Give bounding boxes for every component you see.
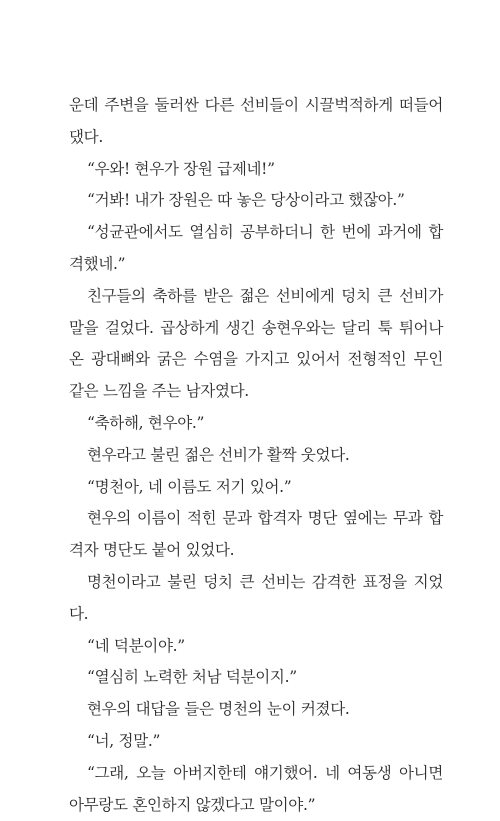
paragraph: “축하해, 현우야.”	[87, 413, 205, 432]
paragraph: “우와! 현우가 장원 급제네!”	[87, 159, 275, 178]
paragraph: “열심히 노력한 처남 덕분이지.”	[87, 668, 297, 687]
paragraph: 명천이라고 불린 덩치 큰 선비는 감격한 표정을 지었다.	[69, 572, 443, 623]
paragraph: “거봐! 내가 장원은 따 놓은 당상이라고 했잖아.”	[87, 191, 405, 210]
paragraph: 운데 주변을 둘러싼 다른 선비들이 시끌벅적하게 떠들어댔다.	[69, 96, 443, 146]
paragraph: 현우라고 불린 젊은 선비가 활짝 웃었다.	[87, 445, 350, 464]
paragraph: 친구들의 축하를 받은 젊은 선비에게 덩치 큰 선비가 말을 걸었다. 곱상하게 생긴 송현우와는 달리 툭 튀어나온 광대뼈와 굵은 수염을 가지고 있어서 전형적인 무인 같은 느낌을 주는 남자였다.	[69, 286, 443, 401]
paragraph: 현우의 대답을 들은 명천의 눈이 커졌다.	[87, 700, 350, 719]
paragraph: 현우의 이름이 적힌 문과 합격자 명단 옆에는 무과 합격자 명단도 붙어 있었다.	[69, 509, 443, 560]
paragraph: “너, 정말.”	[87, 731, 161, 750]
body-text	[69, 90, 443, 821]
paragraph: “그래, 오늘 아버지한테 얘기했어. 네 여동생 아니면 아무랑도 혼인하지 않겠다고 말이야.”	[69, 763, 443, 814]
paragraph: “성균관에서도 열심히 공부하더니 한 번에 과거에 합격했네.”	[69, 223, 443, 273]
paragraph: “네 덕분이야.”	[87, 636, 185, 655]
paragraph: “명천아, 네 이름도 저기 있어.”	[87, 477, 292, 496]
